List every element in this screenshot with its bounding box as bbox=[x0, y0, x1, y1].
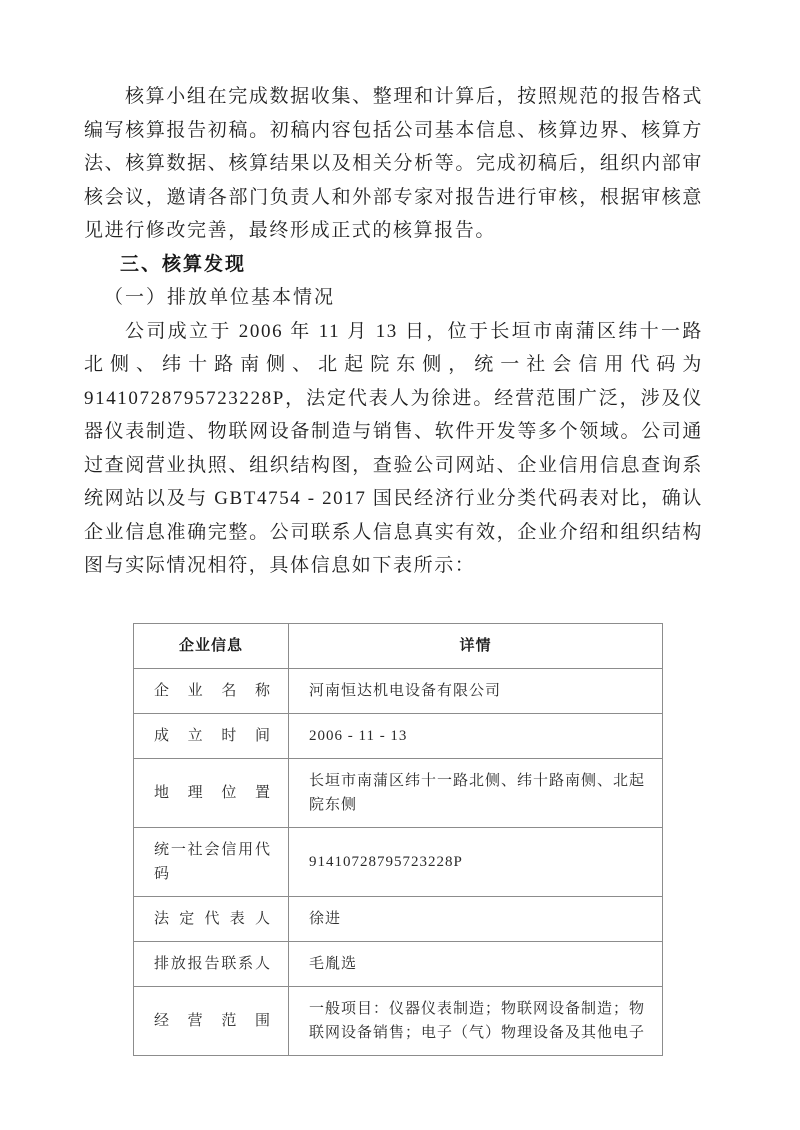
table-row bbox=[134, 758, 663, 827]
paragraph-company-overview: 公司成立于 2006 年 11 月 13 日，位于长垣市南蒲区纬十一路北侧、纬十路南侧、北起院东侧，统一社会信用代码为 91410728795723228P，法定代表人为徐进。经营范围广泛，涉及仪器仪表制造、物联网设备制造与销售、软件开发等多个领域。公司通过查阅营业执照、组织结构图，查验公司网站、企业信用信息查询系统网站以及与 GBT4754 - 2017 国民经济行业分类代码表对比，确认企业信息准确完整。公司联系人信息真实有效，企业介绍和组织结构图与实际情况相符，具体信息如下表所示： bbox=[84, 320, 703, 576]
row-label-legal-representative: 法定代表人 bbox=[134, 896, 289, 941]
section-heading-findings: 三、核算发现 bbox=[120, 253, 247, 275]
table-row bbox=[134, 896, 663, 941]
row-value-founding-date: 2006 - 11 - 13 bbox=[289, 713, 663, 758]
table-header-details: 详情 bbox=[289, 623, 663, 668]
table-header-enterprise-info: 企业信息 bbox=[134, 623, 289, 668]
row-label-founding-date: 成立时间 bbox=[134, 713, 289, 758]
row-label-business-scope: 经营范围 bbox=[134, 986, 289, 1055]
table-row bbox=[134, 941, 663, 986]
row-label-location: 地理位置 bbox=[134, 758, 289, 827]
company-info-table bbox=[133, 623, 663, 1056]
row-value-location: 长垣市南蒲区纬十一路北侧、纬十路南侧、北起院东侧 bbox=[289, 758, 663, 827]
row-value-legal-representative: 徐进 bbox=[289, 896, 663, 941]
subsection-heading-basic-info: （一）排放单位基本情况 bbox=[104, 287, 336, 308]
row-value-emissions-contact: 毛胤选 bbox=[289, 941, 663, 986]
row-label-credit-code: 统一社会信用代码 bbox=[134, 827, 289, 896]
row-value-business-scope: 一般项目：仪器仪表制造；物联网设备制造；物联网设备销售；电子（气）物理设备及其他电子 bbox=[289, 986, 663, 1055]
row-value-company-name: 河南恒达机电设备有限公司 bbox=[289, 668, 663, 713]
row-value-credit-code: 91410728795723228P bbox=[289, 827, 663, 896]
paragraph-report-drafting: 核算小组在完成数据收集、整理和计算后，按照规范的报告格式编写核算报告初稿。初稿内容包括公司基本信息、核算边界、核算方法、核算数据、核算结果以及相关分析等。完成初稿后，组织内部审核会议，邀请各部门负责人和外部专家对报告进行审核，根据审核意见进行修改完善，最终形成正式的核算报告。 bbox=[84, 86, 703, 241]
row-label-emissions-contact: 排放报告联系人 bbox=[134, 941, 289, 986]
table-row bbox=[134, 713, 663, 758]
row-label-company-name: 企业名称 bbox=[134, 668, 289, 713]
table-row bbox=[134, 986, 663, 1055]
table-row bbox=[134, 827, 663, 896]
table-header-row bbox=[134, 623, 663, 668]
table-row bbox=[134, 668, 663, 713]
